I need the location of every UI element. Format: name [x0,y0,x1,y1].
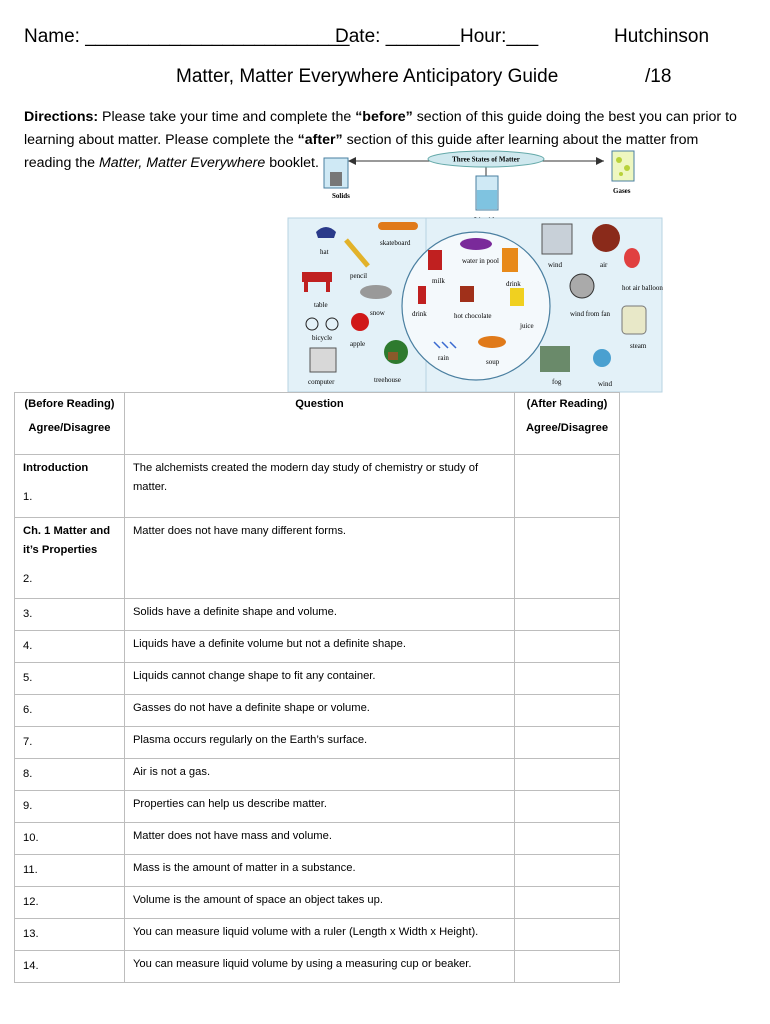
before-answer-cell[interactable] [15,518,125,599]
table-row [15,823,620,855]
teacher-name: Hutchinson [614,26,710,47]
question-text: Air is not a gas. [132,766,211,778]
question-cell [124,727,514,759]
drink-cup-icon [502,248,518,272]
question-cell [124,663,514,695]
before-answer-cell[interactable] [15,759,125,791]
hat-label: hat [320,248,329,256]
question-number: 13. [23,928,39,940]
question-number: 1. [23,491,33,503]
milk-label: milk [432,277,445,285]
question-text: The alchemists created the modern day study of chemistry or study of matter. [132,462,479,493]
question-text: Properties can help us describe matter. [132,798,327,810]
soup-label: soup [486,358,500,366]
solids-beaker-icon [324,158,350,200]
after-answer-cell[interactable] [515,951,620,983]
table-row [15,791,620,823]
before-answer-cell[interactable] [15,887,125,919]
question-cell [124,791,514,823]
hot-air-balloon-label: hot air balloon [622,284,663,292]
question-text: Liquids have a definite volume but not a definite shape. [132,638,406,650]
after-answer-cell[interactable] [515,759,620,791]
title-banner [348,151,604,176]
fog-label: fog [552,378,562,386]
pool-icon [460,238,492,250]
after-answer-cell[interactable] [515,887,620,919]
question-number: 12. [23,896,39,908]
directions-text-3: section of this guide after learning about the matter from reading the [24,132,699,171]
before-answer-cell[interactable] [15,951,125,983]
juice-label: juice [520,322,534,330]
skateboard-icon [378,222,418,230]
question-cell [124,823,514,855]
question-cell [124,631,514,663]
question-number: 5. [23,672,33,684]
directions-label: Directions: [24,109,99,125]
directions-before: “before” [355,109,413,125]
table-row [15,855,620,887]
directions-text-4: booklet. [265,155,319,171]
snow-icon [360,285,392,299]
table-row [15,759,620,791]
liquids-beaker-icon [474,176,498,224]
after-answer-cell[interactable] [515,518,620,599]
anticipatory-guide-table [14,392,620,983]
fog-icon [540,346,570,372]
question-number: 11. [23,864,38,876]
after-answer-cell[interactable] [515,855,620,887]
name-field-label[interactable]: Name: _________________________ [24,26,350,47]
table-row [15,887,620,919]
computer-label: computer [308,378,335,386]
before-answer-cell[interactable] [15,663,125,695]
before-reading-header: (Before Reading) Agree/Disagree [15,393,125,455]
wind-label-1: wind [548,261,562,269]
question-cell [124,455,514,518]
before-answer-cell[interactable] [15,823,125,855]
skateboard-label: skateboard [380,239,411,247]
directions-text-1: Please take your time and complete the [98,109,356,125]
question-text: Solids have a definite shape and volume. [132,606,337,618]
question-text: You can measure liquid volume by using a measuring cup or beaker. [132,958,472,970]
table-row [15,599,620,631]
hot-chocolate-label: hot chocolate [454,312,492,320]
treehouse-label: treehouse [374,376,401,384]
drink-can-icon [418,286,426,304]
question-text: Volume is the amount of space an object takes up. [132,894,383,906]
bicycle-label: bicycle [312,334,333,342]
question-number: 4. [23,640,33,652]
computer-icon [310,348,336,372]
question-header: Question [124,393,514,455]
after-answer-cell[interactable] [515,599,620,631]
before-answer-cell[interactable] [15,631,125,663]
question-number: 2. [23,573,33,585]
question-number: 10. [23,832,39,844]
table-row [15,727,620,759]
hot-chocolate-icon [460,286,474,302]
after-answer-cell[interactable] [515,695,620,727]
question-cell [124,599,514,631]
hot-air-balloon-icon [624,248,640,268]
before-answer-cell[interactable] [15,919,125,951]
question-text: Gasses do not have a definite shape or volume. [132,702,370,714]
question-cell [124,695,514,727]
question-cell [124,759,514,791]
hour-field-label[interactable]: Hour:___ [460,26,539,47]
solids-label: Solids [332,192,350,200]
directions-after: “after” [297,132,343,148]
snow-label: snow [370,309,385,317]
question-text: Plasma occurs regularly on the Earth’s surface. [132,734,368,746]
soup-icon [478,336,506,348]
date-field-label[interactable]: Date: _______ [335,26,460,47]
score-total: /18 [645,66,672,87]
question-number: 3. [23,608,33,620]
wind-icon-1 [542,224,572,254]
table-row [15,455,620,518]
title-line [0,66,770,90]
question-cell [124,855,514,887]
table-header-row [15,393,620,455]
diagram-svg [286,146,666,394]
after-answer-cell[interactable] [515,919,620,951]
gases-label: Gases [613,187,631,195]
steam-label: steam [630,342,647,350]
liquids-circle [402,232,550,380]
question-cell [124,951,514,983]
after-answer-cell[interactable] [515,791,620,823]
apple-icon [351,313,369,331]
section-label: Ch. 1 Matter and it’s Properties [23,525,111,556]
after-answer-cell[interactable] [515,823,620,855]
section-label: Introduction [23,462,89,474]
question-cell [124,887,514,919]
after-answer-cell[interactable] [515,727,620,759]
before-answer-cell[interactable] [15,599,125,631]
before-answer-cell[interactable] [15,727,125,759]
after-answer-cell[interactable] [515,455,620,518]
air-label: air [600,261,608,269]
question-number: 6. [23,704,33,716]
air-ball-icon [592,224,620,252]
question-number: 7. [23,736,33,748]
after-reading-header: (After Reading) Agree/Disagree [515,393,620,455]
table-row [15,695,620,727]
table-icon [302,272,332,282]
question-number: 8. [23,768,33,780]
apple-label: apple [350,340,366,348]
before-answer-cell[interactable] [15,791,125,823]
pencil-label: pencil [350,272,368,280]
gases-beaker-icon [612,151,634,195]
before-answer-cell[interactable] [15,455,125,518]
table-row [15,518,620,599]
question-text: Matter does not have mass and volume. [132,830,332,842]
before-answer-cell[interactable] [15,855,125,887]
after-answer-cell[interactable] [515,631,620,663]
wind-icon-2 [593,349,611,367]
drink-label-1: drink [506,280,521,288]
directions-book-title: Matter, Matter Everywhere [98,155,266,171]
steam-icon [622,306,646,334]
question-text: Matter does not have many different forms. [132,525,347,537]
directions-text-2: section of this guide doing the best you can prior to learning about matter. Please complete the [24,109,737,148]
question-text: Liquids cannot change shape to fit any container. [132,670,376,682]
question-number: 9. [23,800,33,812]
rain-label: rain [438,354,449,362]
milk-icon [428,250,442,270]
page-title: Matter, Matter Everywhere Anticipatory Guide [176,66,559,87]
question-cell [124,919,514,951]
fan-icon [570,274,594,298]
pool-label: water in pool [462,257,499,265]
drink-label-2: drink [412,310,427,318]
question-number: 14. [23,960,39,972]
states-of-matter-diagram [286,146,666,394]
after-answer-cell[interactable] [515,663,620,695]
table-row [15,919,620,951]
question-text: Mass is the amount of matter in a substance. [132,862,356,874]
question-cell [124,518,514,599]
diagram-title: Three States of Matter [452,155,520,164]
juice-icon [510,288,524,306]
table-label: table [314,301,328,309]
header-line [24,26,714,50]
before-answer-cell[interactable] [15,695,125,727]
wind-label-2: wind [598,380,612,388]
wind-from-fan-label: wind from fan [570,310,611,318]
table-row [15,631,620,663]
table-row [15,663,620,695]
table-row [15,951,620,983]
question-text: You can measure liquid volume with a ruler (Length x Width x Height). [132,926,479,938]
